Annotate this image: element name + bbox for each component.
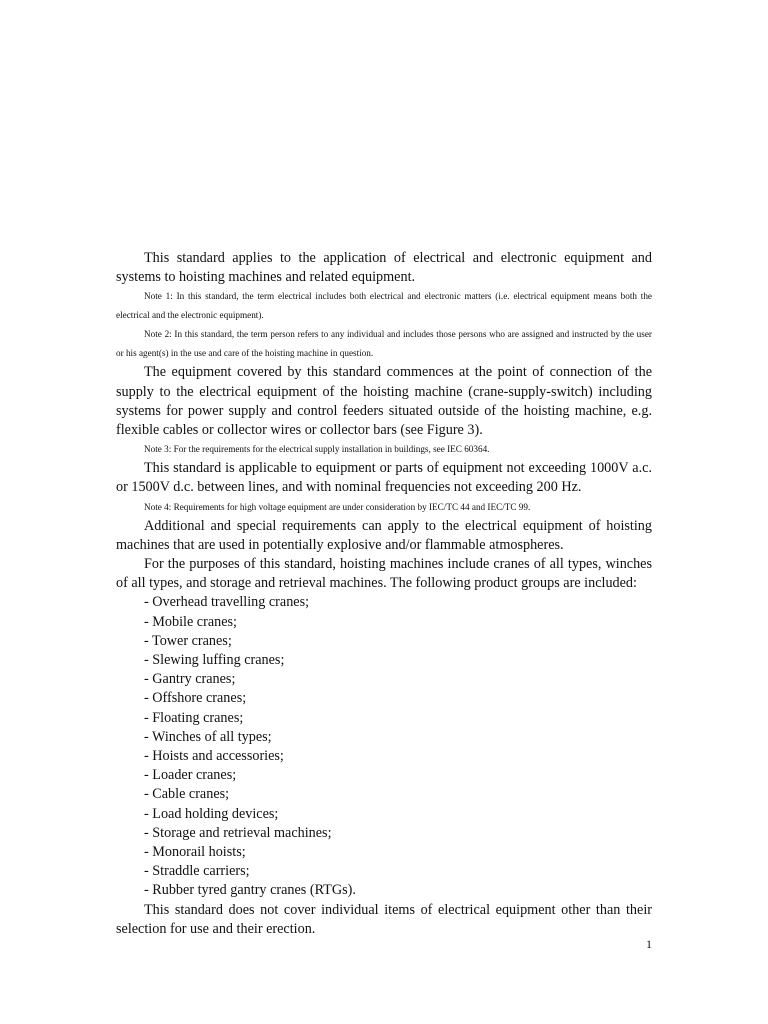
exclusions-paragraph: This standard does not cover individual items of electrical equipment other than their selection for use and their erection. xyxy=(116,901,652,937)
list-item: - Loader cranes; xyxy=(144,767,237,784)
special-requirements-paragraph: Additional and special requirements can apply to the electrical equipment of hoisting machines that are used in potentially explosive and/or flammable atmospheres. xyxy=(116,517,652,553)
scope-paragraph: This standard applies to the application of electrical and electronic equipment and systems to hoisting machines and related equipment. xyxy=(116,250,652,286)
note-1: Note 1: In this standard, the term electrical includes both electrical and electronic matters (i.e. electrical equipment means both the electrical and the electronic equipment). xyxy=(116,291,652,321)
list-item: - Floating cranes; xyxy=(144,709,244,726)
list-item: - Storage and retrieval machines; xyxy=(144,824,332,841)
product-groups-list xyxy=(116,593,652,900)
list-item: - Overhead travelling cranes; xyxy=(144,594,310,611)
list-item: - Gantry cranes; xyxy=(144,671,236,688)
equipment-coverage-paragraph: The equipment covered by this standard commences at the point of connection of the supply to the electrical equipment of the hoisting machine (crane-supply-switch) including systems for power supply and control feeders situated outside of the hoisting machine, e.g. flexible cables or collector wires or collector bars (see Figure 3). xyxy=(116,364,652,439)
note-2: Note 2: In this standard, the term person refers to any individual and includes those persons who are assigned and instructed by the user or his agent(s) in the use and care of the hoisting machine in question. xyxy=(116,329,652,359)
list-item: - Offshore cranes; xyxy=(144,690,247,707)
list-item: - Rubber tyred gantry cranes (RTGs). xyxy=(144,882,356,899)
page-number: 1 xyxy=(646,937,652,951)
note-4: Note 4: Requirements for high voltage equipment are under consideration by IEC/TC 44 and IEC/TC 99. xyxy=(144,501,531,512)
list-item: - Hoists and accessories; xyxy=(144,748,284,765)
list-item: - Slewing luffing cranes; xyxy=(144,652,285,669)
document-body xyxy=(116,249,652,939)
list-item: - Mobile cranes; xyxy=(144,613,237,630)
list-item: - Load holding devices; xyxy=(144,805,279,822)
list-item: - Cable cranes; xyxy=(144,786,230,803)
list-item: - Tower cranes; xyxy=(144,632,232,649)
purposes-paragraph: For the purposes of this standard, hoisting machines include cranes of all types, winches of all types, and storage and retrieval machines. The following product groups are included: xyxy=(116,556,652,592)
list-item: - Winches of all types; xyxy=(144,728,272,745)
list-item: - Straddle carriers; xyxy=(144,863,250,880)
note-3: Note 3: For the requirements for the electrical supply installation in buildings, see IEC 60364. xyxy=(144,444,490,455)
voltage-paragraph: This standard is applicable to equipment or parts of equipment not exceeding 1000V a.c. or 1500V d.c. between lines, and with nominal frequencies not exceeding 200 Hz. xyxy=(116,460,652,496)
list-item: - Monorail hoists; xyxy=(144,844,246,861)
